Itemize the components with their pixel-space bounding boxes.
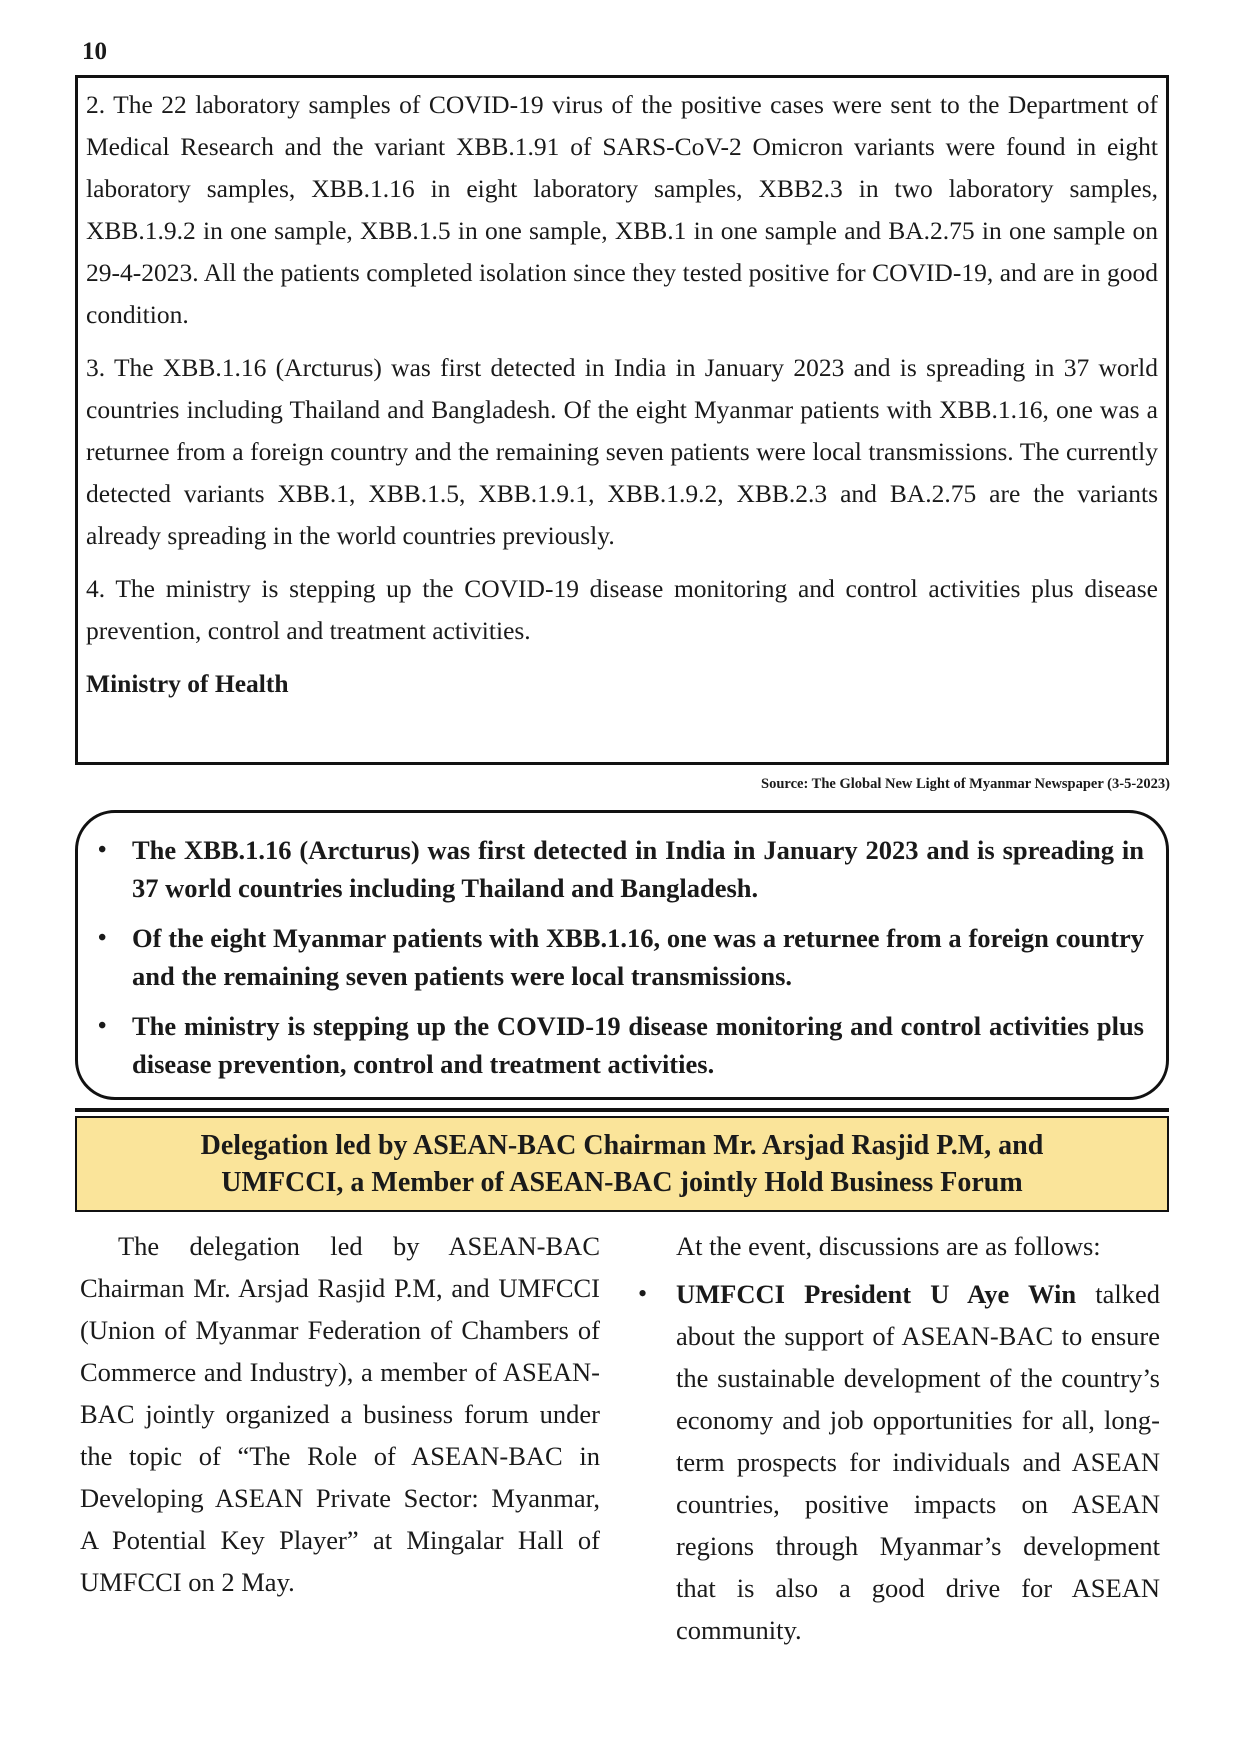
left-column-paragraph: The delegation led by ASEAN-BAC Chairman Mr. Arsjad Rasjid P.M, and UMFCCI (Union of Myanmar Federation of Chambers of Commerce and Industry), a member of ASEAN-BAC jointly organized a business forum under the topic of “The Role of ASEAN-BAC in Developing ASEAN Private Sector: Myanmar, A Potential Key Player” at Mingalar Hall of UMFCCI on 2 May. xyxy=(80,1231,600,1597)
source-citation: Source: The Global New Light of Myanmar Newspaper (3-5-2023) xyxy=(761,776,1170,792)
article-box xyxy=(75,75,1169,765)
key-points-list xyxy=(90,831,1144,1083)
page-number: 10 xyxy=(82,38,107,65)
key-point-item xyxy=(90,831,1144,907)
bullet-icon: • xyxy=(638,1279,648,1308)
key-point-item xyxy=(90,1007,1144,1083)
headline-line-1: Delegation led by ASEAN-BAC Chairman Mr. Arsjad Rasjid P.M, and xyxy=(200,1130,1044,1161)
headline-box xyxy=(75,1116,1169,1212)
key-point-text: The XBB.1.16 (Arcturus) was first detected in India in January 2023 and is spreading in 37 world countries including Thailand and Bangladesh. xyxy=(132,835,1144,903)
bullet-icon: • xyxy=(98,837,107,863)
discussion-text: talked about the support of ASEAN-BAC to ensure the sustainable development of the country’s economy and job opportunities for all, long-term prospects for individuals and ASEAN countries, positive impacts on ASEAN regions through Myanmar’s development that is also a good drive for ASEAN community. xyxy=(676,1279,1160,1645)
right-column xyxy=(638,1225,1160,1657)
article-paragraph-2: 2. The 22 laboratory samples of COVID-19 virus of the positive cases were sent to the Department of Medical Research and the variant XBB.1.91 of SARS-CoV-2 Omicron variants were found in eight laboratory samples, XBB.1.16 in eight laboratory samples, XBB2.3 in two laboratory samples, XBB.1.9.2 in one sample, XBB.1.5 in one sample, XBB.1 in one sample and BA.2.75 in one sample on 29-4-2023. All the patients completed isolation since they tested positive for COVID-19, and are in good condition. xyxy=(86,90,1158,329)
key-point-text: Of the eight Myanmar patients with XBB.1.16, one was a returnee from a foreign country and the remaining seven patients were local transmissions. xyxy=(132,923,1144,991)
key-point-item xyxy=(90,919,1144,995)
key-points-box xyxy=(75,810,1169,1100)
left-column xyxy=(80,1225,600,1603)
article-paragraph-3: 3. The XBB.1.16 (Arcturus) was first detected in India in January 2023 and is spreading in 37 world countries including Thailand and Bangladesh. Of the eight Myanmar patients with XBB.1.16, one was a returnee from a foreign country and the remaining seven patients were local transmissions. The currently detected variants XBB.1, XBB.1.5, XBB.1.9.1, XBB.1.9.2, XBB.2.3 and BA.2.75 are the variants already spreading in the world countries previously. xyxy=(86,353,1158,550)
key-point-text: The ministry is stepping up the COVID-19 disease monitoring and control activities plus disease prevention, control and treatment activities. xyxy=(132,1011,1144,1079)
headline-divider xyxy=(75,1108,1169,1112)
bullet-icon: • xyxy=(98,925,107,951)
right-column-intro: At the event, discussions are as follows: xyxy=(676,1231,1101,1261)
discussion-item xyxy=(638,1273,1160,1651)
bullet-icon: • xyxy=(98,1013,107,1039)
speaker-name: UMFCCI President U Aye Win xyxy=(676,1279,1077,1309)
article-signature: Ministry of Health xyxy=(86,669,289,698)
article-paragraph-4: 4. The ministry is stepping up the COVID-19 disease monitoring and control activities plus disease prevention, control and treatment activities. xyxy=(86,574,1158,645)
headline-line-2: UMFCCI, a Member of ASEAN-BAC jointly Hold Business Forum xyxy=(221,1167,1023,1198)
